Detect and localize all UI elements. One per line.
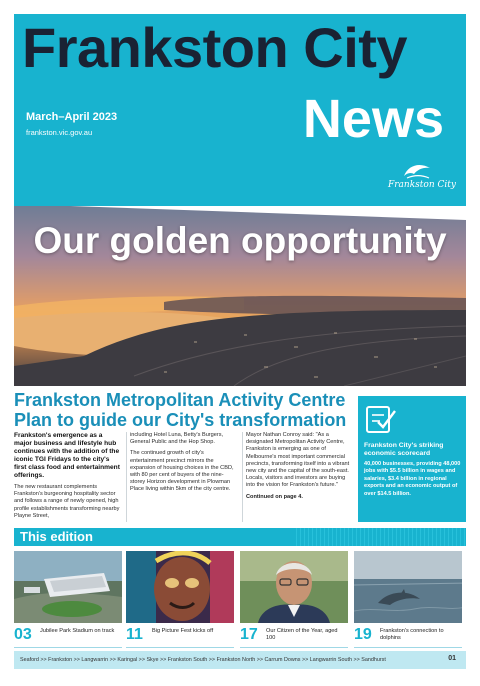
column-divider [242,432,243,522]
footer-bar [14,651,466,669]
thumbnail-dolphins[interactable] [354,551,462,623]
edition-item[interactable] [240,625,348,648]
stadium-image [14,551,122,623]
council-logo [388,162,456,196]
this-edition-heading: This edition [20,529,93,544]
article-lead: Frankston's emergence as a major business and lifestyle hub continues with the addition of the iconic TGI Fridays to the city's first class food and entertainment offerings. [14,432,120,479]
thumbnail-citizen[interactable] [240,551,348,623]
thumbnail-stadium[interactable] [14,551,122,623]
checklist-icon [364,402,398,436]
page-number: 11 [126,626,143,643]
citizen-portrait-image [240,551,348,623]
decorative-stripes [296,528,466,546]
scorecard-heading: Frankston City's striking economic scorecard [364,442,444,458]
page-number: 03 [14,626,32,643]
page-number: 17 [240,626,258,643]
column-divider [126,432,127,522]
economic-scorecard-box [358,396,466,522]
article-paragraph: Mayor Nathan Conroy said: "As a designated Metropolitan Activity Centre, Frankston is emerging as one of Melbourne's most important commercial precincts, transforming itself into a vibrant new city and the capital of the south-east. Locals, visitors and investors are buying into the vision for Frankston's future." [246,432,350,489]
article-paragraph: The continued growth of city's entertainment precinct mirrors the expansion of housing choices in the CBD, with 80 per cent of buyers of the nine-storey Horizon development in Plowman Place living within 5km of the city centre. [130,450,234,493]
this-edition-bar [14,528,466,546]
suburb-list: Seaford >> Frankston >> Langwarrin >> Karingal >> Skye >> Frankston South >> Frankston North >> Carrum Downs >> Langwarrin South >> Sandhurst [20,657,386,663]
edition-item-title: Frankston's connection to dolphins [380,628,444,641]
article-paragraph: The new restaurant complements Frankston's burgeoning hospitality sector and follows a range of newly opened, high profile establishments transforming nearby Playne Street, [14,484,120,519]
dolphin-icon [402,162,432,180]
edition-item-title: Big Picture Fest kicks off [152,628,214,634]
page-number-footer: 01 [448,655,456,662]
edition-item-title: Our Citizen of the Year, aged 100 [266,628,338,641]
edition-item[interactable] [354,625,462,648]
masthead-title: Frankston City [22,16,408,79]
hero-image [14,206,466,386]
website-link[interactable]: frankston.vic.gov.au [26,128,93,137]
dolphins-image [354,551,462,623]
article-headline: Frankston Metropolitan Activity Centre Plan to guide our City's transformation [14,390,347,430]
scorecard-body: 40,000 businesses, providing 48,000 jobs with $5.5 billion in wages and salaries, $3.4 billion in regional exports and an economic output of over $14.5 billion. [364,461,461,497]
article-column-2 [130,432,238,498]
article-column-3 [246,432,354,505]
edition-item[interactable] [14,625,122,648]
edition-item[interactable] [126,625,234,648]
logo-text: Frankston City [388,180,456,190]
continued-link[interactable]: Continued on page 4. [246,493,303,500]
mural-image [126,551,234,623]
edition-item-title: Jubilee Park Stadium on track [40,628,115,634]
masthead [14,14,466,206]
article-column-1 [14,432,122,524]
masthead-subtitle: News [302,89,444,149]
issue-date: March–April 2023 [26,111,118,123]
hero-headline: Our golden opportunity [33,220,447,261]
thumbnail-mural[interactable] [126,551,234,623]
page-number: 19 [354,626,372,643]
article-paragraph: including Hotel Luna, Betty's Burgers, General Public and the Hop Shop. [130,432,224,446]
